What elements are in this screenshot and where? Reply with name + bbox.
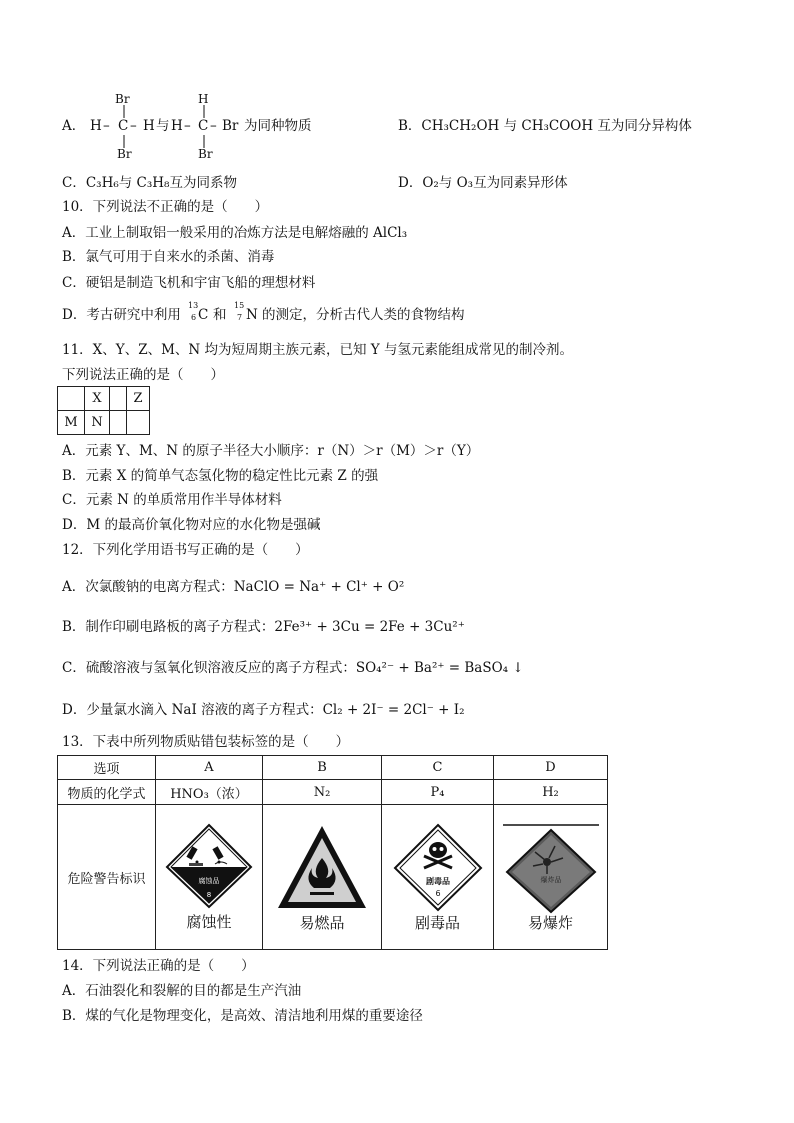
q11-cell: Z — [127, 387, 150, 411]
q10-d-n15: N — [246, 307, 258, 323]
q9-option-b: B．CH₃CH₂OH 与 CH₃COOH 互为同分异构体 — [398, 118, 692, 134]
q13-col-c: C — [382, 756, 494, 780]
q10-d-post: 的测定，分析古代人类的食物结构 — [262, 307, 465, 323]
q13-table — [57, 755, 608, 950]
toxic-sign-text: 剧毒品 — [425, 876, 450, 886]
q11-periodic-table — [57, 386, 150, 435]
toxic-sign-icon — [388, 822, 488, 912]
q10-d-sub1: 6 — [191, 313, 197, 322]
q13-formula-b: N₂ — [263, 780, 382, 805]
q13-header-formula: 物质的化学式 — [58, 780, 156, 805]
q10-option-c: C．硬铝是制造飞机和宇宙飞船的理想材料 — [62, 275, 316, 291]
q13-sign-c — [382, 805, 494, 950]
q9-s1-right: H — [143, 118, 155, 134]
corrosive-sign-num: 8 — [206, 890, 212, 899]
q9-a-suffix: 为同种物质 — [244, 118, 312, 134]
q14-option-a: A．石油裂化和裂解的目的都是生产汽油 — [62, 983, 302, 999]
q11-option-a: A．元素 Y、M、N 的原子半径大小顺序：r（N）＞r（M）＞r（Y） — [62, 443, 480, 459]
q10-d-pre: D．考古研究中利用 — [62, 307, 181, 323]
q12-option-a: A．次氯酸钠的电离方程式：NaClO = Na⁺ + Cl⁺ + O² — [62, 579, 405, 595]
q11-cell: M — [58, 411, 85, 435]
q11-cell — [58, 387, 85, 411]
q9-a-mid: 与 — [156, 118, 170, 134]
q12-option-b: B．制作印刷电路板的离子方程式：2Fe³⁺ + 3Cu = 2Fe + 3Cu²⁺ — [62, 619, 465, 635]
q12-option-d: D．少量氯水滴入 NaI 溶液的离子方程式：Cl₂ + 2I⁻ = 2Cl⁻ + I₂ — [62, 702, 465, 718]
q11-cell: N — [85, 411, 110, 435]
q9-s1-left: H — [90, 118, 102, 134]
q13-formula-d: H₂ — [494, 780, 608, 805]
q9-s2-left: H — [171, 118, 183, 134]
q11-cell — [110, 387, 127, 411]
q13-sign-d — [494, 805, 608, 950]
q11-cell: X — [85, 387, 110, 411]
q9-s2-bottom: Br — [198, 147, 213, 161]
q11-cell — [110, 411, 127, 435]
corrosive-sign-icon — [159, 823, 259, 909]
q12-stem: 12．下列化学用语书写正确的是（ ） — [62, 542, 309, 558]
explosive-sign-icon — [499, 822, 603, 914]
q10-d-sup2: 15 — [234, 301, 245, 310]
q11-option-b: B．元素 X 的简单气态氢化物的稳定性比元素 Z 的强 — [62, 468, 379, 484]
q10-stem: 10．下列说法不正确的是（ ） — [62, 199, 269, 215]
q10-d-c13: C — [198, 307, 209, 323]
q12-option-c: C．硫酸溶液与氢氧化钡溶液反应的离子方程式：SO₄²⁻ + Ba²⁺ = BaSO₄ ↓ — [62, 660, 524, 676]
toxic-sign-num: 6 — [434, 888, 441, 898]
q13-sign-b — [263, 805, 382, 950]
q9-s2-right: Br — [222, 118, 239, 134]
q9-s1-bottom: Br — [117, 147, 132, 161]
q14-option-b: B．煤的气化是物理变化，是高效、清洁地利用煤的重要途径 — [62, 1008, 423, 1024]
q11-option-c: C．元素 N 的单质常用作半导体材料 — [62, 492, 282, 508]
q10-option-b: B．氯气可用于自来水的杀菌、消毒 — [62, 249, 275, 265]
q13-stem: 13．下表中所列物质贴错包装标签的是（ ） — [62, 734, 350, 750]
explosive-sign-text: 爆炸品 — [540, 875, 561, 884]
q10-option-a: A．工业上制取铝一般采用的冶炼方法是电解熔融的 AlCl₃ — [62, 225, 408, 241]
hazard-label-c: 剧毒品 — [414, 913, 460, 932]
q13-col-b: B — [263, 756, 382, 780]
q10-d-sup1: 13 — [188, 301, 199, 310]
q9-a-prefix: A． — [62, 118, 86, 134]
q13-formula-a: HNO₃（浓） — [156, 780, 263, 805]
q9-option-d: D．O₂与 O₃互为同素异形体 — [398, 175, 568, 191]
q13-header-sign: 危险警告标识 — [58, 805, 156, 950]
q11-stem-2: 下列说法正确的是（ ） — [62, 367, 224, 383]
q9-s2-top: H — [198, 92, 209, 106]
q13-sign-a — [156, 805, 263, 950]
flammable-sign-icon — [272, 822, 372, 912]
q13-header-option: 选项 — [58, 756, 156, 780]
q10-d-and: 和 — [213, 307, 227, 323]
q13-formula-c: P₄ — [382, 780, 494, 805]
hazard-label-b: 易燃品 — [299, 913, 345, 932]
q9-option-c: C．C₃H₆与 C₃H₈互为同系物 — [62, 175, 237, 191]
corrosive-sign-text: 腐蚀品 — [198, 876, 220, 885]
q11-cell — [127, 411, 150, 435]
hazard-label-d: 易爆炸 — [527, 913, 573, 932]
q14-stem: 14．下列说法正确的是（ ） — [62, 958, 255, 974]
q11-stem-1: 11．X、Y、Z、M、N 均为短周期主族元素，已知 Y 与氢元素能组成常见的制冷剂。 — [62, 342, 574, 358]
q11-option-d: D．M 的最高价氧化物对应的水化物是强碱 — [62, 517, 321, 533]
q10-d-sub2: 7 — [237, 313, 243, 322]
q9-s1-center: C — [118, 118, 129, 134]
hazard-label-a: 腐蚀性 — [186, 912, 232, 931]
q13-col-a: A — [156, 756, 263, 780]
q9-s1-top: Br — [115, 92, 130, 106]
q13-col-d: D — [494, 756, 608, 780]
q9-s2-center: C — [198, 118, 209, 134]
